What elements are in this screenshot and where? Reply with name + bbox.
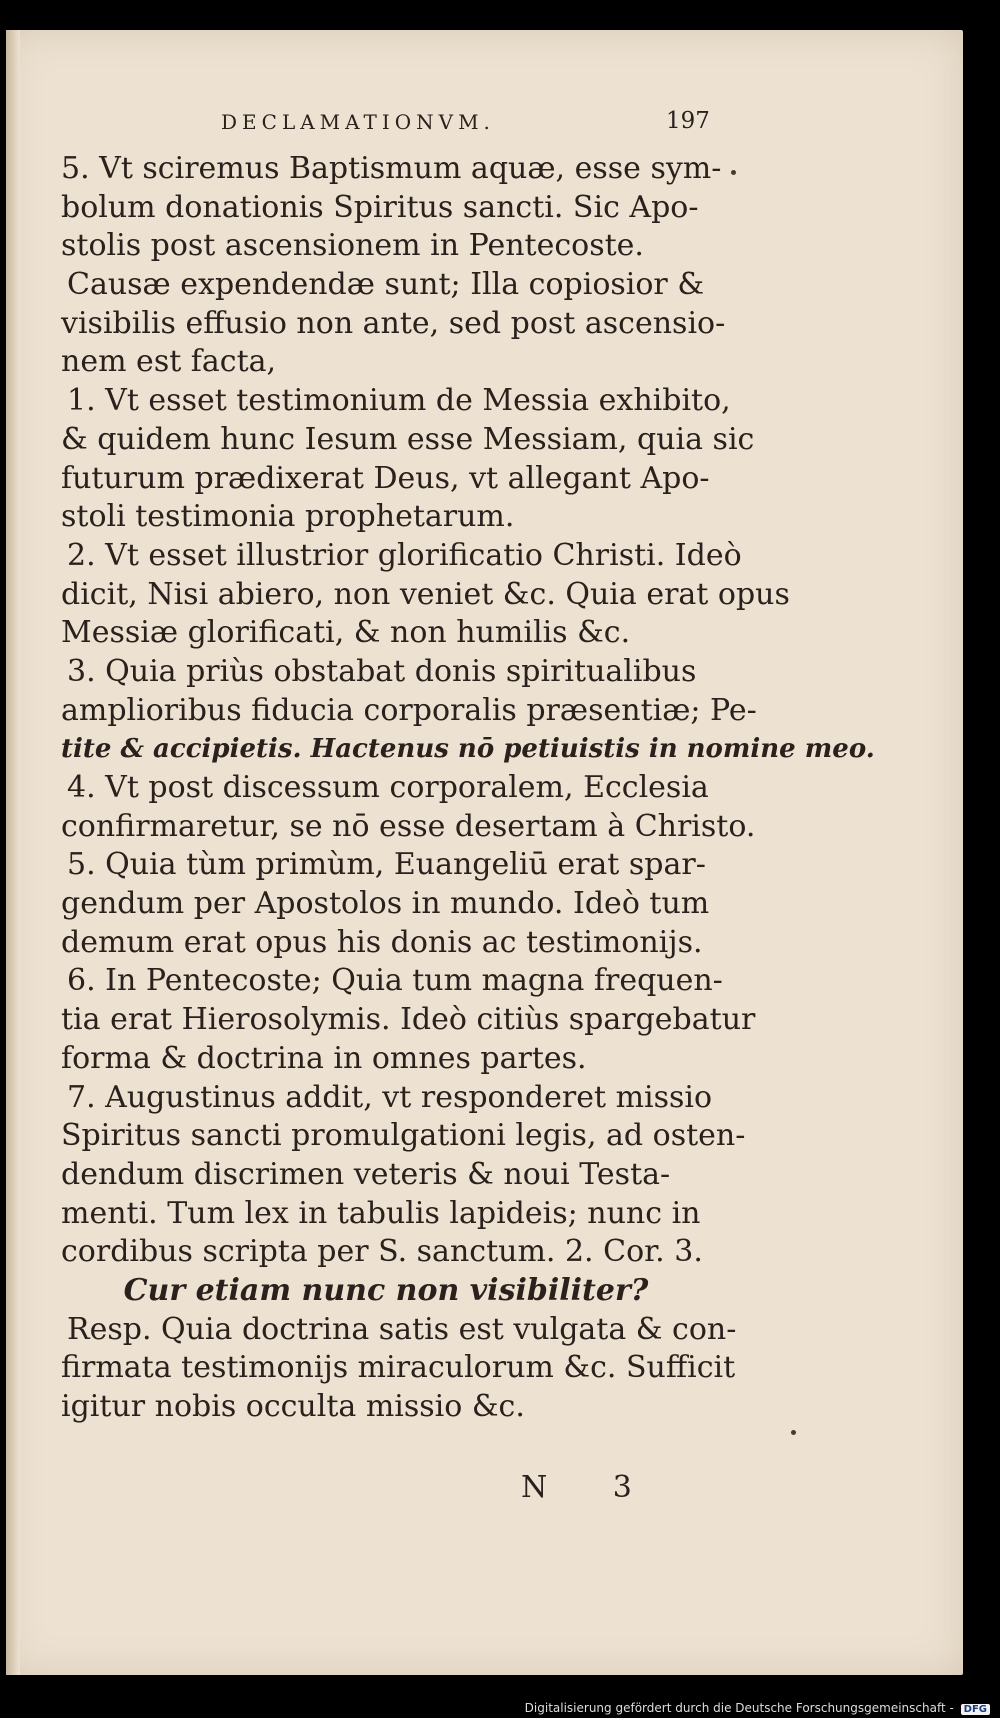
running-title: DECLAMATIONVM. [221,110,495,134]
text-line: 1. Vt esset testimonium de Messia exhibito, [67,383,731,419]
ink-speck [791,1430,796,1435]
text-line: tia erat Hierosolymis. Ideò citiùs spargebatur [61,1002,756,1038]
text-line: 5. Vt sciremus Baptismum aquæ, esse sym- [61,151,722,186]
text-line: 6. In Pentecoste; Quia tum magna frequen- [67,963,723,999]
text-line: Messiæ glorificati, & non humilis &c. [61,615,631,651]
book-page [6,30,963,1675]
text-line: 2. Vt esset illustrior glorificatio Christi. Ideò [67,537,742,573]
credit-text: Digitalisierung gefördert durch die Deutsche Forschungsgemeinschaft - [524,1701,954,1715]
section-heading: Cur etiam nunc non visibiliter? [123,1272,649,1308]
text-line: gendum per Apostolos in mundo. Ideò tum [61,886,710,922]
dfg-logo: DFG [961,1704,990,1715]
text-line: firmata testimonijs miraculorum &c. Sufficit [61,1350,736,1386]
text-line: cordibus scripta per S. sanctum. 2. Cor. 3. [61,1234,703,1270]
text-line: 4. Vt post discessum corporalem, Ecclesia [67,770,709,805]
text-line: 7. Augustinus addit, vt responderet missio [67,1079,713,1115]
text-line: stolis post ascensionem in Pentecoste. [61,228,644,264]
text-line: bolum donationis Spiritus sancti. Sic Apo- [61,189,699,225]
text-line: igitur nobis occulta missio &c. [61,1389,525,1424]
text-line: 3. Quia priùs obstabat donis spiritualibus [67,653,697,689]
text-line: futurum prædixerat Deus, vt allegant Apo- [61,460,710,496]
text-line: forma & doctrina in omnes partes. [61,1040,587,1076]
text-line: dicit, Nisi abiero, non veniet &c. Quia erat opus [61,576,790,612]
text-line: menti. Tum lex in tabulis lapideis; nunc in [61,1195,701,1231]
text-line: 5. Quia tùm primùm, Euangeliū erat spar- [67,847,706,883]
page-gutter [6,30,20,1675]
page-number: 197 [666,108,710,134]
text-line: nem est facta, [61,344,277,380]
text-line: & quidem hunc Iesum esse Messiam, quia sic [61,421,755,457]
text-line: Spiritus sancti promulgationi legis, ad osten- [61,1118,746,1154]
ink-speck [731,170,736,175]
text-line: visibilis effusio non ante, sed post ascensio- [61,305,726,341]
text-line: Causæ expendendæ sunt; Illa copiosior & [67,267,705,303]
text-line: amplioribus fiducia corporalis præsentiæ; Pe- [61,692,757,728]
text-line-italic: tite & accipietis. Hactenus nō petiuistis in nomine meo. [61,734,875,765]
digitization-credit [523,1701,992,1715]
body-text [61,150,875,1427]
text-line: confirmaretur, se nō esse desertam à Christo. [61,808,756,844]
signature-mark: N 3 [521,1470,660,1505]
text-line: dendum discrimen veteris & noui Testa- [61,1156,671,1192]
text-line: Resp. Quia doctrina satis est vulgata & con- [67,1311,737,1347]
text-line: demum erat opus his donis ac testimonijs. [61,924,703,960]
text-line: stoli testimonia prophetarum. [61,499,515,535]
